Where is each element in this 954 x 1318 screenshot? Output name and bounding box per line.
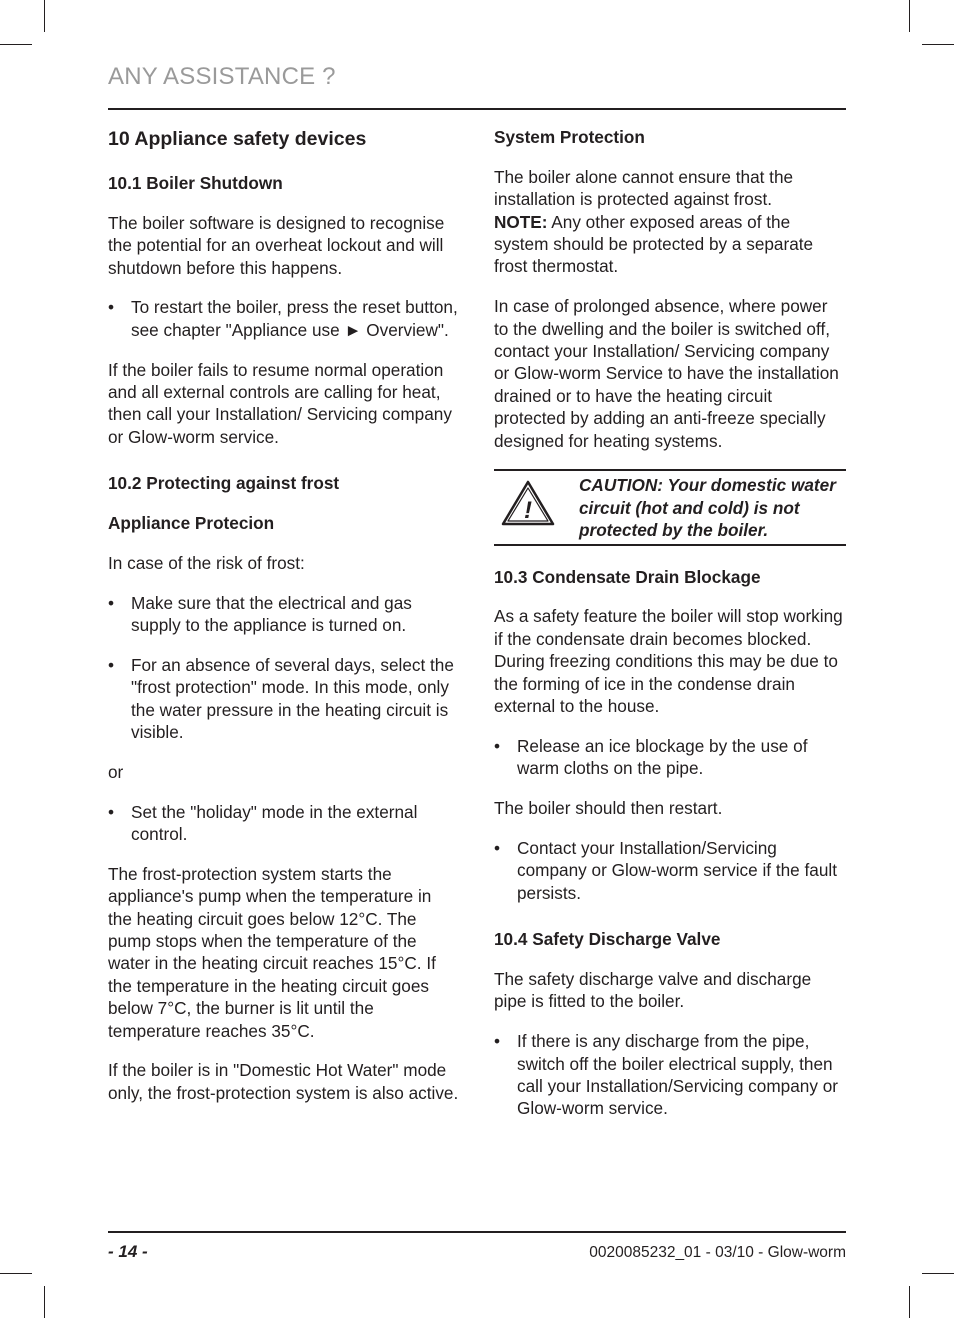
section-heading-10-2: 10.2 Protecting against frost [108, 473, 340, 494]
chapter-heading: 10 Appliance safety devices [108, 128, 367, 150]
paragraph-text: The boiler alone cannot ensure that the installation is protected against frost. [494, 166, 794, 210]
footer-rule [108, 1231, 846, 1233]
crop-mark [922, 1273, 954, 1274]
note-text: Any other exposed areas of the system should be protected by a separate frost thermostat. [494, 211, 814, 277]
crop-mark [0, 44, 32, 45]
caution-box [494, 469, 846, 545]
left-column [108, 126, 460, 1122]
bullet-item: • Contact your Installation/Servicing company or Glow-worm service if the fault persists. [494, 837, 846, 904]
bullet-item: • Make sure that the electrical and gas supply to the appliance is turned on. [108, 592, 460, 637]
crop-mark [909, 0, 910, 32]
crop-mark [922, 44, 954, 45]
paragraph: The safety discharge valve and discharge pipe is fitted to the boiler. [494, 968, 812, 1012]
document-reference: 0020085232_01 - 03/10 - Glow-worm [589, 1244, 846, 1261]
section-heading-10-4: 10.4 Safety Discharge Valve [494, 929, 721, 950]
crop-mark [44, 1286, 45, 1318]
bullet-item: • For an absence of several days, select the "frost protection" mode. In this mode, only the water pressure in the heating circuit is visible. [108, 654, 460, 744]
bullet-item: • To restart the boiler, press the reset button, see chapter "Appliance use ► Overview". [108, 296, 460, 341]
section-title: ANY ASSISTANCE ? [108, 63, 336, 90]
page-number: - 14 - [108, 1242, 148, 1261]
section-heading-10-3: 10.3 Condensate Drain Blockage [494, 566, 761, 587]
paragraph: If the boiler fails to resume normal operation and all external controls are calling for heat, then call your Installation/ Servicing company or Glow-worm service. [108, 359, 452, 447]
crop-mark [0, 1273, 32, 1274]
bullet-item: • Set the "holiday" mode in the external control. [108, 801, 460, 846]
caution-text: CAUTION: Your domestic water circuit (hot and cold) is not protected by the boiler. [579, 475, 836, 541]
paragraph: If the boiler is in "Domestic Hot Water" mode only, the frost-protection system is also active. [108, 1060, 459, 1103]
paragraph: In case of the risk of frost: [108, 552, 305, 573]
paragraph: The frost-protection system starts the appliance's pump when the temperature in the heating circuit goes below 12°C. The pump stops when the temperature of the water in the heating circuit reaches 15°C. If the temperature in the heating circuit goes below 7°C, the burner is lit until the temperature reaches 35°C. [108, 863, 436, 1041]
note-label: NOTE: [494, 211, 548, 232]
paragraph: The boiler should then restart. [494, 798, 723, 819]
bullet-item: • Release an ice blockage by the use of warm cloths on the pipe. [494, 735, 846, 780]
warning-triangle-icon [500, 479, 556, 527]
paragraph: In case of prolonged absence, where power to the dwelling and the boiler is switched off, contact your Installation/ Servicing company or Glow-worm Service to have the installation drained or to have the heating circuit protected by adding an anti-freeze specially designed for heating systems. [494, 296, 839, 451]
section-heading-10-1: 10.1 Boiler Shutdown [108, 173, 283, 193]
bullet-item: • If there is any discharge from the pipe, switch off the boiler electrical supply, then call your Installation/Servicing company or Glow-worm service. [494, 1030, 846, 1120]
subheading-appliance-protection: Appliance Protecion [108, 513, 275, 534]
subheading-system-protection: System Protection [494, 127, 645, 147]
crop-mark [909, 1286, 910, 1318]
header-rule [108, 108, 846, 110]
right-column [494, 126, 846, 1137]
crop-mark [44, 0, 45, 32]
paragraph: The boiler software is designed to recognise the potential for an overheat lockout and will shutdown before this happens. [108, 212, 445, 278]
warning-glyph: ! [524, 497, 532, 525]
paragraph [494, 166, 846, 278]
paragraph: As a safety feature the boiler will stop working if the condensate drain becomes blocked. During freezing conditions this may be due to the forming of ice in the condense drain external to the house. [494, 606, 843, 717]
paragraph-or: or [108, 761, 124, 782]
